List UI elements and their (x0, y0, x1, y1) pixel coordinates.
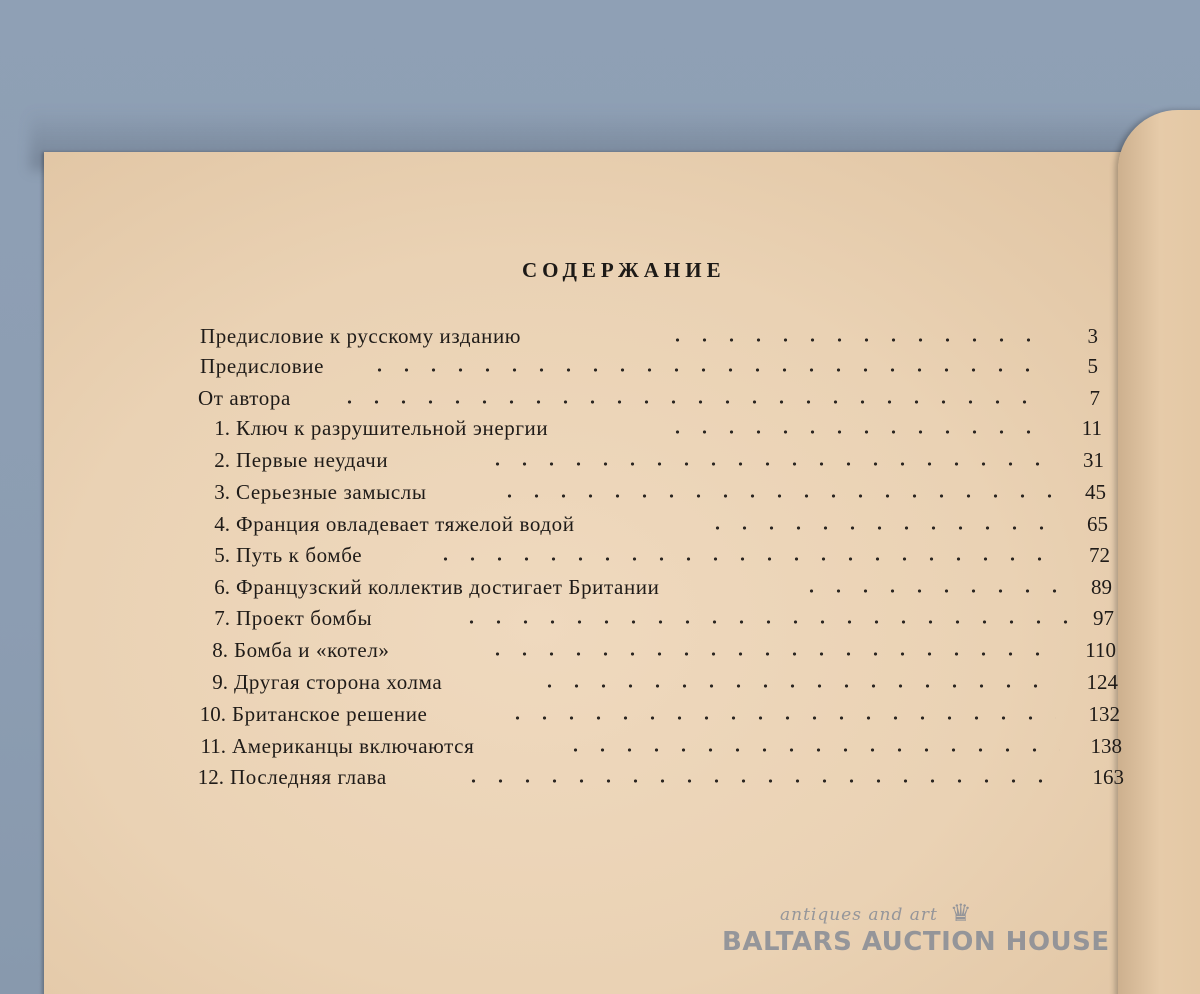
toc-entry-page: 89 (1091, 575, 1112, 599)
toc-entry-number: 1. (214, 416, 230, 440)
toc-entry-title: Другая сторона холма (234, 670, 443, 694)
toc-entry-leader-dots (504, 716, 1056, 720)
toc-entry-number: 10. (199, 702, 226, 726)
toc-entry (0, 604, 1200, 632)
toc-entry-page: 3 (1087, 324, 1098, 348)
toc-entry-title: Последняя глава (230, 765, 387, 789)
toc-entry-title: Франция овладевает тяжелой водой (236, 512, 575, 536)
toc-entry-leader-dots (496, 494, 1054, 498)
toc-entry (0, 732, 1200, 760)
toc-entry-page: 138 (1090, 734, 1122, 758)
toc-entry (0, 384, 1200, 412)
toc-entry-leader-dots (536, 684, 1058, 688)
toc-entry-number: 9. (212, 670, 228, 694)
toc-entry-leader-dots (704, 526, 1058, 530)
toc-entry-title: Бомба и «котел» (234, 638, 390, 662)
toc-entry-leader-dots (664, 338, 1030, 342)
toc-entry-number: 11. (200, 734, 226, 758)
toc-entry-title: Французский коллектив достигает Британии (236, 575, 660, 599)
toc-entry-number: 7. (214, 606, 230, 630)
toc-entry (0, 478, 1200, 506)
toc-entry-page: 45 (1085, 480, 1106, 504)
toc-entry-title: Первые неудачи (236, 448, 389, 472)
toc-entry-title: Предисловие (200, 354, 325, 378)
toc-entry-leader-dots (336, 400, 1040, 404)
toc-entry (0, 446, 1200, 474)
watermark-tagline: antiques and art (780, 905, 938, 925)
toc-entry-leader-dots (484, 652, 1056, 656)
toc-entry (0, 541, 1200, 569)
watermark (722, 899, 1122, 975)
toc-heading: СОДЕРЖАНИЕ (522, 258, 726, 282)
toc-entry-number: 4. (214, 512, 230, 536)
toc-entry (0, 322, 1200, 350)
toc-entry (0, 414, 1200, 442)
toc-entry (0, 700, 1200, 728)
toc-entry-page: 110 (1085, 638, 1116, 662)
toc-entry-leader-dots (460, 779, 1062, 783)
toc-entry-title: Предисловие к русскому изданию (200, 324, 522, 348)
toc-entry-number: 2. (214, 448, 230, 472)
toc-entry (0, 668, 1200, 696)
toc-entry-page: 65 (1087, 512, 1108, 536)
toc-entry-page: 163 (1092, 765, 1124, 789)
toc-entry-title: Серьезные замыслы (236, 480, 427, 504)
watermark-brand: BALTARS AUCTION HOUSE (722, 927, 1110, 957)
toc-entry-page: 7 (1089, 386, 1100, 410)
toc-entry-page: 97 (1093, 606, 1114, 630)
toc-entry (0, 510, 1200, 538)
toc-entry-leader-dots (458, 620, 1070, 624)
toc-entry-number: 12. (197, 765, 224, 789)
toc-entry-page: 132 (1088, 702, 1120, 726)
toc-entry-number: 6. (214, 575, 230, 599)
toc-entry-leader-dots (562, 748, 1060, 752)
toc-entry-page: 31 (1083, 448, 1104, 472)
toc-entry-page: 5 (1087, 354, 1098, 378)
toc-entry (0, 636, 1200, 664)
toc-entry (0, 573, 1200, 601)
toc-entry-leader-dots (432, 557, 1062, 561)
toc-entry-leader-dots (664, 430, 1046, 434)
toc-entry (0, 352, 1200, 380)
toc-entry-leader-dots (366, 368, 1036, 372)
toc-entry-leader-dots (798, 589, 1066, 593)
toc-entry-title: От автора (198, 386, 291, 410)
toc-entry-title: Ключ к разрушительной энергии (236, 416, 549, 440)
toc-entry-title: Проект бомбы (236, 606, 373, 630)
crown-icon: ♛ (950, 899, 972, 927)
toc-entry-page: 124 (1086, 670, 1118, 694)
toc-entry (0, 763, 1200, 791)
toc-entry-title: Британское решение (232, 702, 428, 726)
toc-entry-number: 3. (214, 480, 230, 504)
toc-entry-page: 11 (1081, 416, 1102, 440)
toc-entry-title: Американцы включаются (232, 734, 475, 758)
toc-entry-page: 72 (1089, 543, 1110, 567)
toc-entry-number: 5. (214, 543, 230, 567)
toc-entry-number: 8. (212, 638, 228, 662)
toc-entry-title: Путь к бомбе (236, 543, 363, 567)
toc-entry-leader-dots (484, 462, 1050, 466)
